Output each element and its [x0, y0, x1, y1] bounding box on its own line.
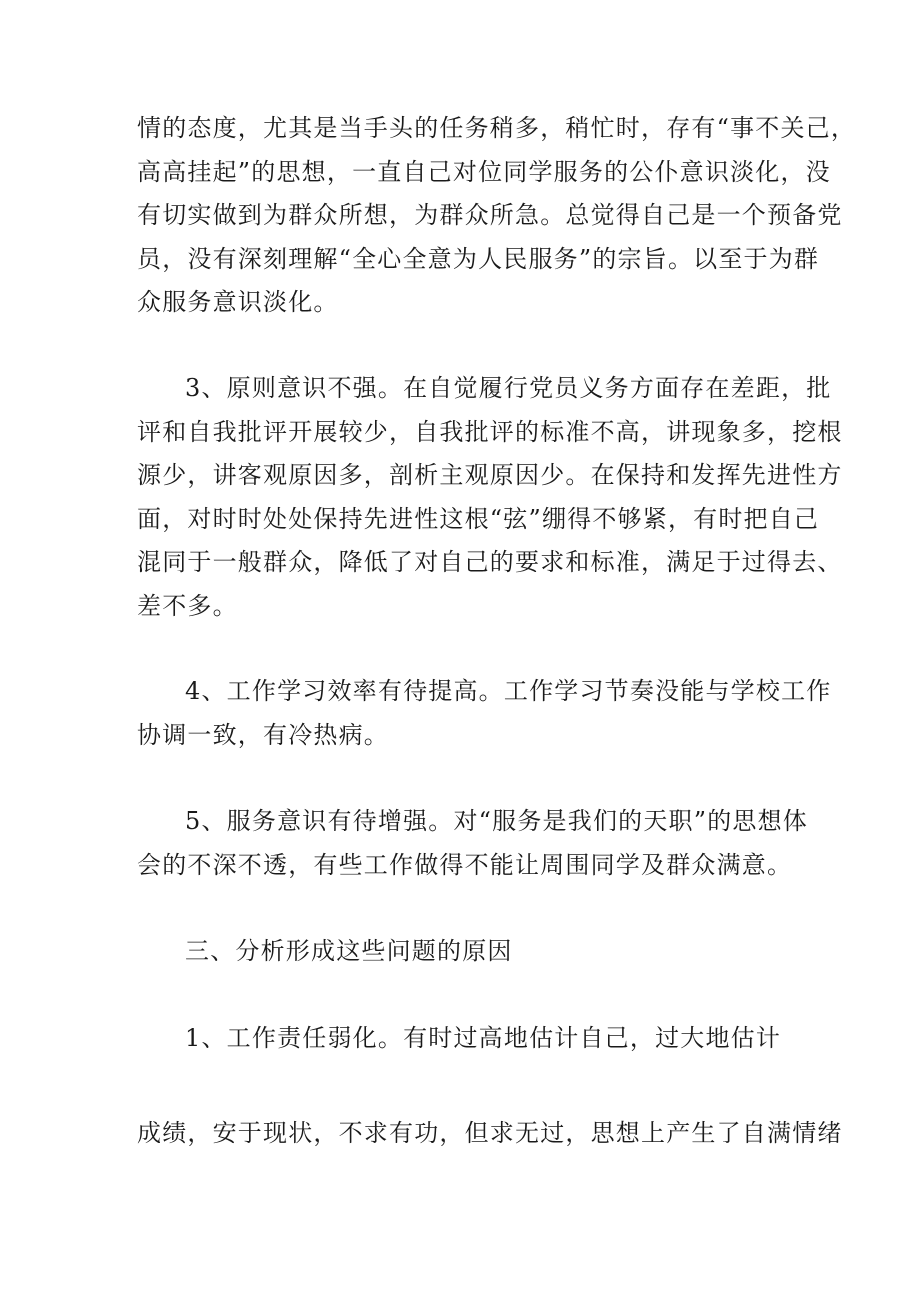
- text-line: 会的不深不透，有些工作做得不能让周围同学及群众满意。: [137, 850, 793, 879]
- paragraph-item-3: [137, 367, 843, 628]
- paragraph-continued: [137, 107, 857, 325]
- section-heading: [137, 930, 797, 974]
- text-line: 高高挂起”的思想，一直自己对位同学服务的公仆意识淡化，没: [137, 157, 831, 186]
- text-line: 源少，讲客观原因多，剖析主观原因少。在保持和发挥先进性方: [137, 461, 843, 489]
- text-line: 众服务意识淡化。: [137, 288, 339, 316]
- paragraph-cause-1-continued: [137, 1112, 843, 1156]
- heading-text: 三、分析形成这些问题的原因: [185, 937, 513, 965]
- text-line: 评和自我批评开展较少，自我批评的标准不高，讲现象多，挖根: [137, 417, 843, 446]
- text-line: 协调一致，有冷热病。: [137, 720, 389, 749]
- text-line: 混同于一般群众，降低了对自己的要求和标准，满足于过得去、: [137, 548, 843, 576]
- text-line: 面，对时时处处保持先进性这根“弦”绷得不够紧，有时把自己: [137, 504, 820, 533]
- text-line: 3、原则意识不强。在自觉履行党员义务方面存在差距，批: [185, 374, 832, 402]
- paragraph-cause-1: [137, 1017, 797, 1061]
- text-line: 员，没有深刻理解“全心全意为人民服务”的宗旨。以至于为群: [137, 244, 820, 273]
- paragraph-item-4: [137, 670, 832, 757]
- paragraph-item-5: [137, 800, 809, 887]
- text-line: 差不多。: [137, 591, 238, 620]
- text-line: 4、工作学习效率有待提高。工作学习节奏没能与学校工作: [185, 677, 832, 705]
- text-line: 情的态度，尤其是当手头的任务稍多，稍忙时，存有“事不关己，: [137, 114, 857, 142]
- text-line: 1、工作责任弱化。有时过高地估计自己，过大地估计: [185, 1024, 782, 1052]
- text-line: 有切实做到为群众所想，为群众所急。总觉得自己是一个预备党: [137, 201, 843, 229]
- text-line: 成绩，安于现状，不求有功，但求无过，思想上产生了自满情绪: [137, 1119, 843, 1147]
- text-line: 5、服务意识有待增强。对“服务是我们的天职”的思想体: [185, 807, 809, 835]
